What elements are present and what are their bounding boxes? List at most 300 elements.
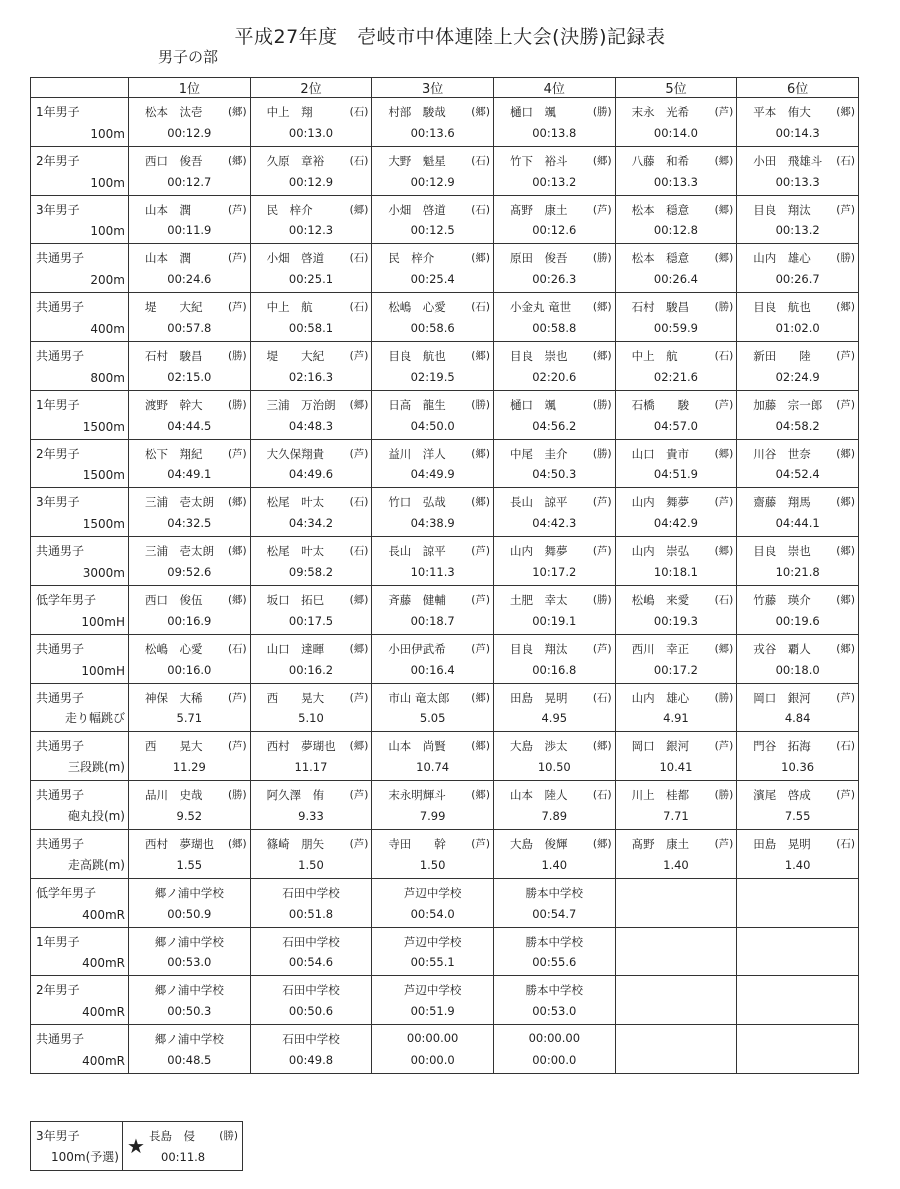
record-value: 00:13.0 xyxy=(288,125,334,140)
record-value: 04:42.3 xyxy=(532,516,577,531)
school-abbrev: (郷) xyxy=(349,398,369,411)
athlete-name: 山本 陸人 xyxy=(509,788,568,803)
record-value: 04:49.9 xyxy=(410,467,455,482)
result-cell xyxy=(737,537,859,586)
school-abbrev: (芦) xyxy=(714,496,734,509)
event-distance: 400mR xyxy=(82,956,125,971)
school-abbrev: (石) xyxy=(227,642,247,655)
page-title: 平成27年度 壱岐市中体連陸上大会(決勝)記録表 xyxy=(234,26,666,48)
record-value: 02:15.0 xyxy=(167,369,212,384)
athlete-name: 樋口 颯 xyxy=(509,397,556,412)
relay-result-cell xyxy=(372,976,494,1025)
table-row xyxy=(31,488,859,537)
team-name: 郷ノ浦中学校 xyxy=(154,934,224,949)
record-value: 02:19.5 xyxy=(410,369,455,384)
header-place: 3位 xyxy=(372,78,494,98)
result-cell xyxy=(737,634,859,683)
athlete-name: 品川 史哉 xyxy=(145,788,203,803)
star-icon: ★ xyxy=(127,1134,145,1158)
record-value: 00:16.8 xyxy=(532,662,577,677)
event-cell xyxy=(31,244,129,293)
athlete-name: 長山 諒平 xyxy=(388,544,446,559)
empty-cell xyxy=(615,878,737,927)
school-abbrev: (郷) xyxy=(349,203,369,216)
team-name: 勝本中学校 xyxy=(525,983,584,998)
result-cell xyxy=(250,829,372,878)
result-cell xyxy=(493,781,615,830)
record-value: 04:57.0 xyxy=(653,418,699,433)
record-value: 00:12.6 xyxy=(532,223,577,238)
school-abbrev: (郷) xyxy=(836,545,855,558)
school-abbrev: (芦) xyxy=(592,642,612,655)
athlete-name: 小金丸 竜世 xyxy=(509,300,572,315)
event-cell xyxy=(31,683,129,732)
table-row xyxy=(31,878,859,927)
school-abbrev: (石) xyxy=(836,154,855,167)
school-abbrev: (石) xyxy=(349,252,369,265)
event-distance: 200m xyxy=(90,273,125,288)
athlete-name: 加藤 宗一郎 xyxy=(753,397,823,412)
school-abbrev: (石) xyxy=(471,154,490,167)
athlete-name: 目良 翔汰 xyxy=(753,202,811,217)
result-cell xyxy=(615,781,737,830)
athlete-name: 神保 大稀 xyxy=(145,690,203,705)
empty-cell xyxy=(737,927,859,976)
result-cell xyxy=(615,585,737,634)
note-school: (勝) xyxy=(219,1130,238,1142)
school-abbrev: (郷) xyxy=(836,496,855,509)
school-abbrev: (郷) xyxy=(227,545,247,558)
result-cell xyxy=(493,293,615,342)
athlete-name: 西口 俊吾 xyxy=(145,153,203,168)
record-value: 1.50 xyxy=(419,857,446,872)
header-place: 5位 xyxy=(615,78,737,98)
record-value: 7.99 xyxy=(419,808,446,823)
athlete-name: 小畑 啓道 xyxy=(266,251,325,266)
athlete-name: 石村 駿昌 xyxy=(631,300,690,315)
relay-result-cell xyxy=(250,976,372,1025)
record-value: 10:21.8 xyxy=(775,564,820,579)
school-abbrev: (郷) xyxy=(592,301,612,314)
school-abbrev: (勝) xyxy=(592,447,612,460)
result-cell xyxy=(737,781,859,830)
result-cell xyxy=(493,98,615,147)
school-abbrev: (芦) xyxy=(714,740,734,753)
athlete-name: 髙野 康土 xyxy=(509,202,568,217)
event-distance: 100m xyxy=(90,126,125,141)
result-cell xyxy=(372,244,494,293)
result-cell xyxy=(250,293,372,342)
result-cell xyxy=(737,341,859,390)
athlete-name: 中上 航 xyxy=(266,300,313,315)
record-value: 04:32.5 xyxy=(167,516,212,531)
record-value: 00:19.3 xyxy=(653,613,699,628)
record-value: 4.84 xyxy=(784,711,811,726)
result-cell xyxy=(615,634,737,683)
school-abbrev: (石) xyxy=(471,203,490,216)
note-row xyxy=(31,1122,243,1171)
team-name: 郷ノ浦中学校 xyxy=(154,983,224,998)
athlete-name: 山内 舞夢 xyxy=(631,495,690,510)
event-cell xyxy=(31,634,129,683)
event-cell xyxy=(31,781,129,830)
result-cell xyxy=(372,488,494,537)
athlete-name: 末永明輝斗 xyxy=(388,788,446,803)
result-cell xyxy=(737,732,859,781)
school-abbrev: (芦) xyxy=(349,691,369,704)
team-name: 石田中学校 xyxy=(282,934,340,949)
record-value: 10:11.3 xyxy=(410,564,455,579)
record-value: 00:16.2 xyxy=(288,662,334,677)
record-value: 11.17 xyxy=(294,760,328,775)
team-name: 勝本中学校 xyxy=(525,885,584,900)
result-cell xyxy=(250,488,372,537)
school-abbrev: (郷) xyxy=(471,691,490,704)
athlete-name: 竹口 弘哉 xyxy=(388,495,446,510)
athlete-name: 西 晃大 xyxy=(145,739,203,754)
athlete-name: 松嶋 心愛 xyxy=(388,300,446,315)
event-category: 共通男子 xyxy=(36,836,85,851)
team-name: 00:00.00 xyxy=(528,1031,581,1046)
event-distance: 3000m xyxy=(82,565,125,580)
record-value: 04:52.4 xyxy=(775,467,820,482)
athlete-name: 阿久澤 侑 xyxy=(266,788,325,803)
school-abbrev: (芦) xyxy=(227,203,247,216)
record-value: 00:51.8 xyxy=(288,906,334,921)
athlete-name: 土肥 幸太 xyxy=(509,592,568,607)
record-value: 00:25.4 xyxy=(410,272,455,287)
record-value: 00:16.9 xyxy=(167,613,212,628)
table-row xyxy=(31,1025,859,1074)
school-abbrev: (郷) xyxy=(714,203,734,216)
record-value: 00:54.6 xyxy=(288,955,334,970)
team-name: 芦辺中学校 xyxy=(403,983,462,998)
record-value: 00:13.3 xyxy=(653,174,699,189)
header-place: 6位 xyxy=(737,78,859,98)
result-cell xyxy=(615,732,737,781)
team-name: 郷ノ浦中学校 xyxy=(154,1032,224,1047)
record-value: 04:44.1 xyxy=(775,516,820,531)
result-cell xyxy=(250,195,372,244)
event-category: 2年男子 xyxy=(36,983,80,998)
school-abbrev: (芦) xyxy=(227,252,247,265)
result-cell xyxy=(129,293,251,342)
school-abbrev: (石) xyxy=(471,301,490,314)
table-row xyxy=(31,829,859,878)
record-value: 00:50.9 xyxy=(167,906,212,921)
result-cell xyxy=(615,537,737,586)
school-abbrev: (郷) xyxy=(349,593,369,606)
record-value: 00:16.0 xyxy=(167,662,212,677)
record-value: 00:49.8 xyxy=(288,1052,334,1067)
event-category: 3年男子 xyxy=(36,202,80,217)
result-cell xyxy=(372,439,494,488)
record-value: 00:58.8 xyxy=(532,320,577,335)
athlete-name: 髙野 康土 xyxy=(631,836,690,851)
athlete-name: 村部 駿哉 xyxy=(388,105,446,119)
record-value: 00:14.3 xyxy=(775,125,820,140)
school-abbrev: (郷) xyxy=(471,349,490,362)
athlete-name: 西口 俊伍 xyxy=(145,592,203,607)
athlete-name: 松嶋 来愛 xyxy=(631,592,690,607)
record-value: 04:49.1 xyxy=(167,467,212,482)
result-cell xyxy=(737,293,859,342)
record-value: 00:24.6 xyxy=(167,272,212,287)
relay-result-cell xyxy=(493,976,615,1025)
school-abbrev: (芦) xyxy=(227,691,247,704)
result-cell xyxy=(372,146,494,195)
school-abbrev: (郷) xyxy=(592,349,612,362)
result-cell xyxy=(250,341,372,390)
school-abbrev: (芦) xyxy=(714,398,734,411)
athlete-name: 中上 航 xyxy=(631,348,678,363)
school-abbrev: (石) xyxy=(836,740,855,753)
record-value: 1.40 xyxy=(541,857,568,872)
event-distance: 100m xyxy=(90,224,125,239)
result-cell xyxy=(250,781,372,830)
result-cell xyxy=(737,585,859,634)
athlete-name: 末永 光希 xyxy=(631,105,690,119)
athlete-name: 竹藤 瑛介 xyxy=(753,592,811,607)
school-abbrev: (郷) xyxy=(471,740,490,753)
result-cell xyxy=(129,390,251,439)
record-value: 09:58.2 xyxy=(288,564,334,579)
school-abbrev: (郷) xyxy=(714,252,734,265)
result-cell xyxy=(493,195,615,244)
header-row xyxy=(31,78,859,98)
athlete-name: 三浦 万治朗 xyxy=(266,397,336,412)
athlete-name: 堤 大紀 xyxy=(145,300,203,315)
header-place: 1位 xyxy=(129,78,251,98)
table-row xyxy=(31,244,859,293)
result-cell xyxy=(493,146,615,195)
athlete-name: 大島 俊輝 xyxy=(509,836,568,851)
record-value: 04:50.3 xyxy=(532,467,577,482)
record-value: 1.50 xyxy=(298,857,324,872)
school-abbrev: (郷) xyxy=(592,837,612,850)
athlete-name: 小田 飛雄斗 xyxy=(753,153,823,168)
school-abbrev: (郷) xyxy=(227,593,247,606)
header-blank xyxy=(31,78,129,98)
record-value: 00:48.5 xyxy=(167,1052,212,1067)
athlete-name: 松本 穏意 xyxy=(631,202,690,217)
school-abbrev: (芦) xyxy=(836,789,855,802)
athlete-name: 田島 晃明 xyxy=(753,836,811,851)
result-cell xyxy=(250,634,372,683)
result-cell xyxy=(129,98,251,147)
result-cell xyxy=(493,585,615,634)
result-cell xyxy=(737,98,859,147)
school-abbrev: (勝) xyxy=(592,593,612,606)
event-cell xyxy=(31,927,129,976)
school-abbrev: (郷) xyxy=(714,154,734,167)
athlete-name: 川谷 世奈 xyxy=(753,446,811,461)
table-row xyxy=(31,439,859,488)
record-value: 04:34.2 xyxy=(288,516,334,531)
result-cell xyxy=(493,732,615,781)
school-abbrev: (郷) xyxy=(592,740,612,753)
record-value: 10:18.1 xyxy=(653,564,699,579)
athlete-name: 岡口 銀河 xyxy=(631,739,690,754)
record-value: 00:54.7 xyxy=(532,906,577,921)
relay-result-cell xyxy=(129,1025,251,1074)
school-abbrev: (郷) xyxy=(349,642,369,655)
result-cell xyxy=(493,341,615,390)
athlete-name: 松本 穏意 xyxy=(631,251,690,266)
relay-result-cell xyxy=(493,1025,615,1074)
relay-result-cell xyxy=(129,927,251,976)
athlete-name: 中上 翔 xyxy=(266,105,313,119)
school-abbrev: (芦) xyxy=(471,642,490,655)
record-value: 00:17.2 xyxy=(653,662,699,677)
table-row xyxy=(31,537,859,586)
note-result-cell xyxy=(123,1122,243,1171)
school-abbrev: (郷) xyxy=(714,642,734,655)
record-value: 02:20.6 xyxy=(532,369,577,384)
record-value: 00:55.1 xyxy=(410,955,455,970)
school-abbrev: (郷) xyxy=(227,154,247,167)
athlete-name: 山本 潤 xyxy=(145,202,191,217)
school-abbrev: (芦) xyxy=(471,593,490,606)
athlete-name: 民 梓介 xyxy=(388,251,435,266)
school-abbrev: (郷) xyxy=(227,496,247,509)
record-value: 02:21.6 xyxy=(653,369,699,384)
result-cell xyxy=(129,439,251,488)
school-abbrev: (芦) xyxy=(349,789,369,802)
relay-result-cell xyxy=(250,927,372,976)
athlete-name: 山本 尚賢 xyxy=(388,739,446,754)
result-cell xyxy=(129,195,251,244)
athlete-name: 松尾 叶太 xyxy=(266,544,325,559)
record-value: 00:25.1 xyxy=(288,272,334,287)
relay-result-cell xyxy=(372,1025,494,1074)
athlete-name: 新田 陸 xyxy=(753,348,811,363)
record-value: 00:55.6 xyxy=(532,955,577,970)
record-value: 00:00.0 xyxy=(532,1052,577,1067)
team-name: 勝本中学校 xyxy=(525,934,584,949)
school-abbrev: (郷) xyxy=(836,642,855,655)
relay-result-cell xyxy=(250,1025,372,1074)
result-cell xyxy=(372,683,494,732)
athlete-name: 益川 洋人 xyxy=(388,446,446,461)
empty-cell xyxy=(615,976,737,1025)
school-abbrev: (郷) xyxy=(227,106,247,118)
result-cell xyxy=(372,98,494,147)
result-cell xyxy=(372,390,494,439)
athlete-name: 長山 諒平 xyxy=(509,495,568,510)
athlete-name: 西村 夢瑚也 xyxy=(266,739,336,754)
athlete-name: 目良 航也 xyxy=(388,348,446,363)
athlete-name: 竹下 裕斗 xyxy=(509,153,568,168)
event-category: 共通男子 xyxy=(36,641,85,656)
record-value: 04:42.9 xyxy=(653,516,699,531)
record-value: 00:53.0 xyxy=(532,1004,577,1019)
table-row xyxy=(31,927,859,976)
athlete-name: 市山 竜太郎 xyxy=(388,690,450,705)
school-abbrev: (石) xyxy=(349,545,369,558)
result-cell xyxy=(737,488,859,537)
event-cell xyxy=(31,98,129,147)
athlete-name: 目良 翔汰 xyxy=(509,641,568,656)
record-value: 00:18.0 xyxy=(775,662,820,677)
result-cell xyxy=(615,488,737,537)
result-cell xyxy=(372,732,494,781)
event-category: 共通男子 xyxy=(36,788,85,803)
record-value: 00:14.0 xyxy=(653,125,699,140)
table-row xyxy=(31,293,859,342)
athlete-name: 西村 夢瑚也 xyxy=(145,836,214,851)
record-value: 04:49.6 xyxy=(288,467,334,482)
school-abbrev: (郷) xyxy=(227,837,247,850)
result-cell xyxy=(372,829,494,878)
athlete-name: 濱尾 啓成 xyxy=(753,788,811,803)
athlete-name: 田島 晃明 xyxy=(509,690,568,705)
record-value: 00:13.6 xyxy=(410,125,455,140)
school-abbrev: (石) xyxy=(592,789,612,802)
athlete-name: 松尾 叶太 xyxy=(266,495,325,510)
result-cell xyxy=(615,293,737,342)
event-cell xyxy=(31,293,129,342)
event-distance: 400mR xyxy=(82,1005,125,1020)
event-distance: 1500m xyxy=(82,419,125,434)
record-value: 5.05 xyxy=(419,711,446,726)
event-category: 低学年男子 xyxy=(36,592,97,607)
event-distance: 三段跳(m) xyxy=(67,760,125,775)
school-abbrev: (郷) xyxy=(471,447,490,460)
record-value: 00:50.3 xyxy=(167,1004,212,1019)
record-value: 1.40 xyxy=(663,857,689,872)
school-abbrev: (芦) xyxy=(471,837,490,850)
result-cell xyxy=(129,488,251,537)
empty-cell xyxy=(615,927,737,976)
result-cell xyxy=(129,829,251,878)
school-abbrev: (芦) xyxy=(592,545,612,558)
record-value: 00:26.3 xyxy=(532,272,577,287)
school-abbrev: (勝) xyxy=(714,691,734,704)
record-value: 02:24.9 xyxy=(775,369,820,384)
result-cell xyxy=(129,244,251,293)
result-cell xyxy=(250,98,372,147)
athlete-name: 樋口 颯 xyxy=(509,105,556,119)
event-distance: 100mH xyxy=(81,663,125,678)
school-abbrev: (芦) xyxy=(592,203,612,216)
event-category: 1年男子 xyxy=(36,397,80,412)
result-cell xyxy=(493,244,615,293)
result-cell xyxy=(737,683,859,732)
record-value: 00:51.9 xyxy=(410,1004,455,1019)
athlete-name: 小畑 啓道 xyxy=(388,202,446,217)
event-cell xyxy=(31,146,129,195)
event-distance: 100mH xyxy=(81,614,125,629)
record-value: 1.55 xyxy=(176,857,203,872)
school-abbrev: (郷) xyxy=(471,106,490,118)
record-value: 00:16.4 xyxy=(410,662,455,677)
record-value: 01:02.0 xyxy=(775,320,820,335)
record-value: 00:53.0 xyxy=(167,955,212,970)
note-athlete-name: 長島 侵 xyxy=(149,1129,195,1143)
header-place: 2位 xyxy=(250,78,372,98)
table-row xyxy=(31,634,859,683)
result-cell xyxy=(737,195,859,244)
athlete-name: 平本 侑大 xyxy=(753,105,811,119)
relay-result-cell xyxy=(250,878,372,927)
result-cell xyxy=(372,634,494,683)
result-cell xyxy=(493,683,615,732)
event-category: 2年男子 xyxy=(36,446,80,461)
athlete-name: 大野 魁星 xyxy=(388,153,446,168)
note-distance: 100m(予選) xyxy=(51,1150,119,1164)
school-abbrev: (勝) xyxy=(227,398,247,411)
